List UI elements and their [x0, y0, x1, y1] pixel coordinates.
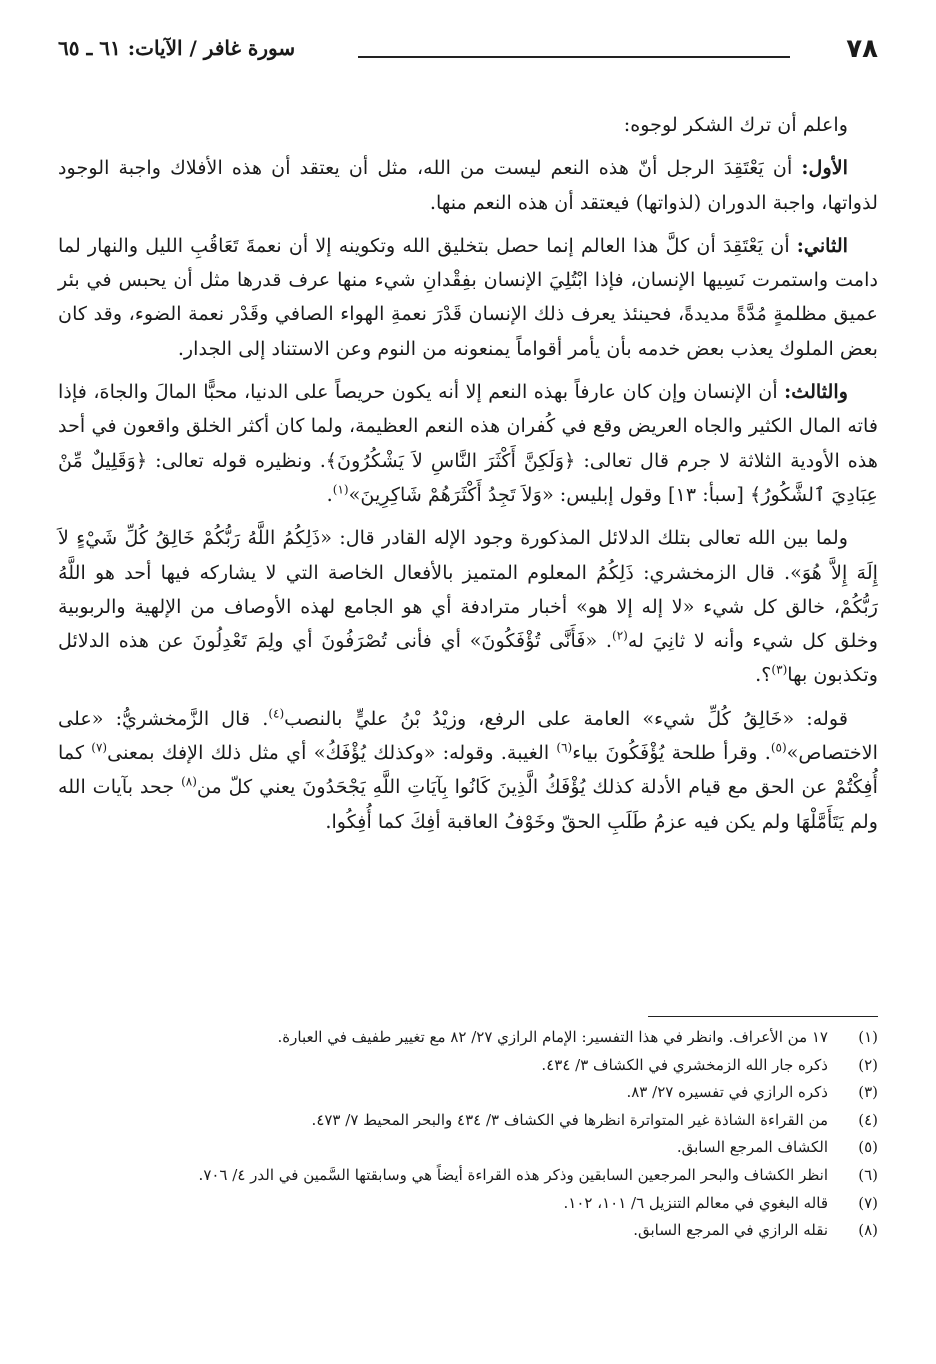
paragraph-lead: الثاني:: [796, 233, 848, 257]
paragraph-fourth: [58, 521, 878, 692]
footnote: [58, 1162, 878, 1190]
paragraph-text: أن الإنسان وإن كان عارفاً بهذه النعم إلا أنه يكون حريصاً على الدنيا، محبًّا المالَ والجاهَ، فإذا فاته المال الكثير والجاه العريض وقع في كُفران هذه النعم العظيمة، ولما كان أكثر الخلق واقعون في أحد هذه الأودية الثلاثة لا جرم قال تعالى: ﴿وَلَكِنَّ أَكْثَرَ النَّاسِ لاَ يَشْكُرُونَ﴾. ونظيره قوله تعالى: ﴿وَقَلِيلٌ مِّنْ عِبَادِيَ ٱلشَّكُورُ﴾ [سبأ: ١٣] وقول إبليس: «وَلاَ تَجِدُ أَكْثَرَهُمْ شَاكِرِينَ»: [58, 380, 878, 506]
paragraph-fifth: [58, 702, 878, 839]
footnote: [58, 1134, 878, 1162]
footnote: [58, 1107, 878, 1135]
paragraph-text: .: [326, 482, 333, 506]
footnote-number: (٨): [858, 1221, 878, 1240]
paragraph-text: أن يَعْتَقِدَ الرجل أنّ هذه النعم ليست من الله، مثل أن يعتقد أن هذه الأفلاك واجبة الوجود لذواتها، واجبة الدوران (لذواتها) فيعتقد أن هذه النعم منها.: [58, 156, 878, 214]
header-rule: [358, 56, 790, 58]
footnote: [58, 1190, 878, 1218]
page-number: ٧٨: [846, 34, 878, 64]
footnote-number: (١): [858, 1028, 878, 1046]
body-text: [58, 108, 878, 848]
paragraph-text: واعلم أن ترك الشكر لوجوه:: [623, 113, 848, 136]
footnote-ref: (٣): [771, 663, 788, 678]
paragraph-text: ؟.: [755, 663, 772, 687]
paragraph-text: كما أُفِكْتُمْ عن الحق مع قيام الأدلة كذلك يُؤْفَكُ الَّذِينَ كَانُوا بِآيَاتِ اللَّهِ يَجْحَدُونَ يعني كلّ من: [58, 741, 878, 799]
paragraph-second: [58, 229, 878, 366]
paragraph-third: [58, 375, 878, 512]
footnote-text: الكشاف المرجع السابق.: [676, 1138, 828, 1157]
footnote-text: نقله الرازي في المرجع السابق.: [633, 1221, 828, 1240]
footnote-ref: (١): [332, 482, 349, 497]
paragraph-lead: والثالث:: [784, 380, 848, 404]
footnote-number: (٢): [858, 1055, 878, 1074]
paragraph-text: جحد بآيات الله ولم يَتَأَمَّلْهَا ولم يكن فيه عزمُ طَلَبِ الحقّ وخَوْفُ العاقبة أفِكَ كما أُفِكُوا.: [58, 775, 878, 833]
footnote: [58, 1217, 878, 1245]
footnote-number: (٣): [858, 1083, 878, 1102]
paragraph-text: قوله: «خَالِقُ كُلِّ شيء» العامة على الرفع، وزيْدُ بْنُ عليٍّ بالنصب: [284, 706, 848, 730]
footnote-ref: (٢): [612, 628, 628, 643]
paragraph-text: ولما بين الله تعالى بتلك الدلائل المذكورة وجود الإله القادر قال: «ذَلِكُمُ اللَّهُ رَبُّكُمْ خَالِقُ كُلِّ شَيْءٍ لاَ إِلَهَ إِلاَّ هُوَ». قال الزمخشري: ذَلِكُمُ المعلوم المتميز بالأفعال الخاصة التي لا يشاركه فيها أحد هو اللَّهُ رَبُّكُمْ، خالق كل شيء «لا إله إلا هو» أخبار مترادفة أي هو الجامع لهذه الأوصاف من الإلهية والربوبية وخلق كل شيء وأنه لا ثانِيَ له: [58, 526, 878, 653]
footnotes: [58, 1024, 878, 1245]
paragraph-text: الغيبة. وقوله: «وكذلك يُؤْفَكُ» أي مثل ذلك الإفك بمعنى: [107, 741, 557, 765]
footnote-text: ١٧ من الأعراف. وانظر في هذا التفسير: الإمام الرازي ٢٧/ ٨٢ مع تغيير طفيف في العبارة.: [277, 1028, 828, 1046]
footnote-number: (٧): [858, 1193, 878, 1212]
footnote-ref: (٦): [556, 740, 573, 755]
footnote-number: (٥): [858, 1138, 878, 1157]
footnote: [58, 1052, 878, 1080]
paragraph-lead: الأول:: [801, 156, 848, 180]
paragraph-text: . وقرأ طلحة يُؤْفَكُونَ بياء: [572, 741, 771, 765]
footnote-ref: (٥): [770, 740, 787, 755]
paragraph-text: . قال الزَّمخشريُّ: «على الاختصاص»: [58, 706, 878, 765]
footnote-ref: (٨): [181, 774, 197, 789]
footnote-text: ذكره جار الله الزمخشري في الكشاف ٣/ ٤٣٤.: [541, 1055, 828, 1074]
footnote: [58, 1079, 878, 1107]
running-title: سورة غافر / الآيات: ٦١ ـ ٦٥: [58, 36, 296, 60]
footnote-number: (٦): [858, 1165, 878, 1184]
footnote-separator: [648, 1016, 878, 1017]
paragraph-intro: [58, 108, 878, 142]
footnote-text: قاله البغوي في معالم التنزيل ٦/ ١٠١، ١٠٢.: [563, 1193, 828, 1212]
footnote-ref: (٤): [268, 706, 285, 721]
footnote: [58, 1024, 878, 1052]
paragraph-text: أن يَعْتَقِدَ أن كلَّ هذا العالم إنما حصل بتخليق الله وتكوينه إلا أن نعمةَ تَعَاقُبِ الليل والنهار لما دامت واستمرت نَسِيها الإنسان، فإذا ابْتُلِيَ الإنسان بفِقْدانِ شيء منها عرف قدرها مثل أن يحبس في بئر عميق مظلمةٍ مُدَّةً مديدةً، فحينئذ يعرف ذلك الإنسان قَدْرَ نعمةِ الهواء الصافي وقَدْر نعمة الضوء، وقد كان بعض الملوك يعذب بعض خدمه بأن يأمر أقواماً يمنعونه من النوم وعن الاستناد إلى الجدار.: [58, 233, 878, 360]
paragraph-first: [58, 151, 878, 220]
footnote-text: انظر الكشاف والبحر المرجعين السابقين وذكر هذه القراءة أيضاً هي وسابقتها السَّمين في الدر ٤/ ٧٠٦.: [198, 1165, 828, 1184]
paragraph-text: . «فَأَنَّى تُؤْفَكُونَ» أي فأنى تُصْرَفُونَ أي ولِمَ تَعْدِلُونَ عن هذه الدلائل وتكذبون بها: [58, 629, 878, 687]
footnote-number: (٤): [858, 1110, 878, 1129]
page-header: [58, 34, 878, 72]
footnote-text: ذكره الرازي في تفسيره ٢٧/ ٨٣.: [626, 1083, 828, 1102]
footnote-text: من القراءة الشاذة غير المتواترة انظرها في الكشاف ٣/ ٤٣٤ والبحر المحيط ٧/ ٤٧٣.: [311, 1110, 828, 1129]
footnote-ref: (٧): [91, 740, 108, 755]
